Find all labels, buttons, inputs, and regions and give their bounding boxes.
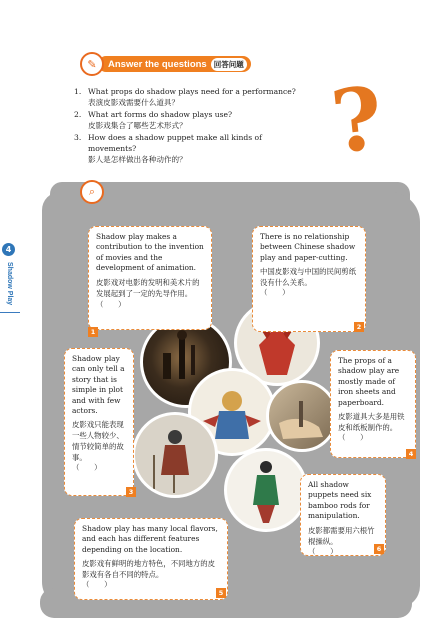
question-item (74, 86, 304, 108)
card-cn: 皮影戏只能表现一些人物较少、情节较简单的故事。 (72, 420, 124, 463)
card-cn: 皮影戏有鲜明的地方特色，不同地方的皮影戏有各自不同的特点。 (82, 559, 216, 580)
card-en: All shadow puppets need six bamboo rods for manipulation. (308, 480, 372, 521)
side-label: Shadow Play (6, 262, 13, 306)
card-answer-blank[interactable]: （ ） (82, 580, 112, 590)
card-answer-blank[interactable]: （ ） (260, 288, 290, 298)
question-mark-icon: ? (326, 67, 388, 174)
question-item (74, 109, 304, 131)
answer-title-en: Answer the questions (108, 58, 207, 70)
photo-puppet-performer (132, 412, 218, 498)
card-answer-blank[interactable]: （ ） (308, 546, 338, 556)
tf-card-1 (88, 226, 212, 330)
tf-card-5 (74, 518, 228, 600)
card-en: Shadow play makes a contribution to the invention of movies and the development of animation. (96, 232, 204, 273)
tf-card-3 (64, 348, 134, 496)
question-en: What art forms do shadow plays use? (88, 110, 233, 119)
performer-puppet-icon (135, 415, 215, 495)
question-number: 2. (74, 110, 82, 119)
question-text (88, 132, 304, 165)
card-cn: 皮影都需要用六根竹棍操纵。 (308, 525, 375, 546)
photo-puppet-making (266, 380, 338, 452)
card-cn: 皮影道具大多是用铁皮和纸板制作的。 (338, 412, 405, 433)
photo-puppet-green (224, 448, 308, 532)
tf-card-4 (330, 350, 416, 458)
card-en: Shadow play can only tell a story that is simple in plot and with few actors. (72, 354, 125, 416)
card-tag-3: 3 (126, 487, 136, 497)
question-list (74, 86, 304, 166)
magnifier-icon: ⌕ (80, 180, 104, 204)
card-cn: 皮影戏对电影的发明和美术片的发展起到了一定的先导作用。（ ） (96, 277, 200, 309)
card-en: There is no relationship between Chinese shadow play and paper-cutting. (260, 232, 356, 262)
green-puppet-icon (227, 451, 305, 529)
answer-section-header (80, 52, 251, 76)
card-answer-blank[interactable]: （ ） (338, 433, 368, 443)
answer-section-pill (98, 56, 251, 72)
sidebar-line (0, 312, 20, 313)
card-en: The props of a shadow play are mostly made of iron sheets and paperboard. (338, 356, 400, 407)
question-text (88, 86, 304, 108)
card-cn: 中国皮影戏与中国的民间剪纸没有什么关系。 (260, 267, 357, 288)
question-number: 3. (74, 133, 82, 142)
card-tag-6: 6 (374, 544, 384, 554)
answer-title-cn: 回答问题 (211, 58, 247, 71)
question-en: How does a shadow puppet make all kinds of movements? (88, 133, 262, 153)
card-tag-2: 2 (354, 322, 364, 332)
question-cn: 表演皮影戏需要什么道具？ (88, 98, 180, 107)
page-number: 4 (2, 243, 15, 256)
question-text (88, 109, 304, 131)
question-number: 1. (74, 87, 82, 96)
hands-carving-icon (269, 383, 335, 449)
card-tag-4: 4 (406, 449, 416, 459)
question-cn: 皮影戏集合了哪些艺术形式？ (88, 121, 187, 130)
question-en: What props do shadow plays need for a performance? (88, 87, 296, 96)
question-item (74, 132, 304, 165)
pencil-icon: ✎ (80, 52, 104, 76)
card-en: Shadow play has many local flavors, and each has different features depending on the location. (82, 524, 218, 554)
question-cn: 影人是怎样做出各种动作的？ (88, 155, 187, 164)
tf-card-2 (252, 226, 366, 332)
card-answer-blank[interactable]: （ ） (72, 463, 102, 473)
card-tag-5: 5 (216, 588, 226, 598)
card-tag-1: 1 (88, 327, 98, 337)
